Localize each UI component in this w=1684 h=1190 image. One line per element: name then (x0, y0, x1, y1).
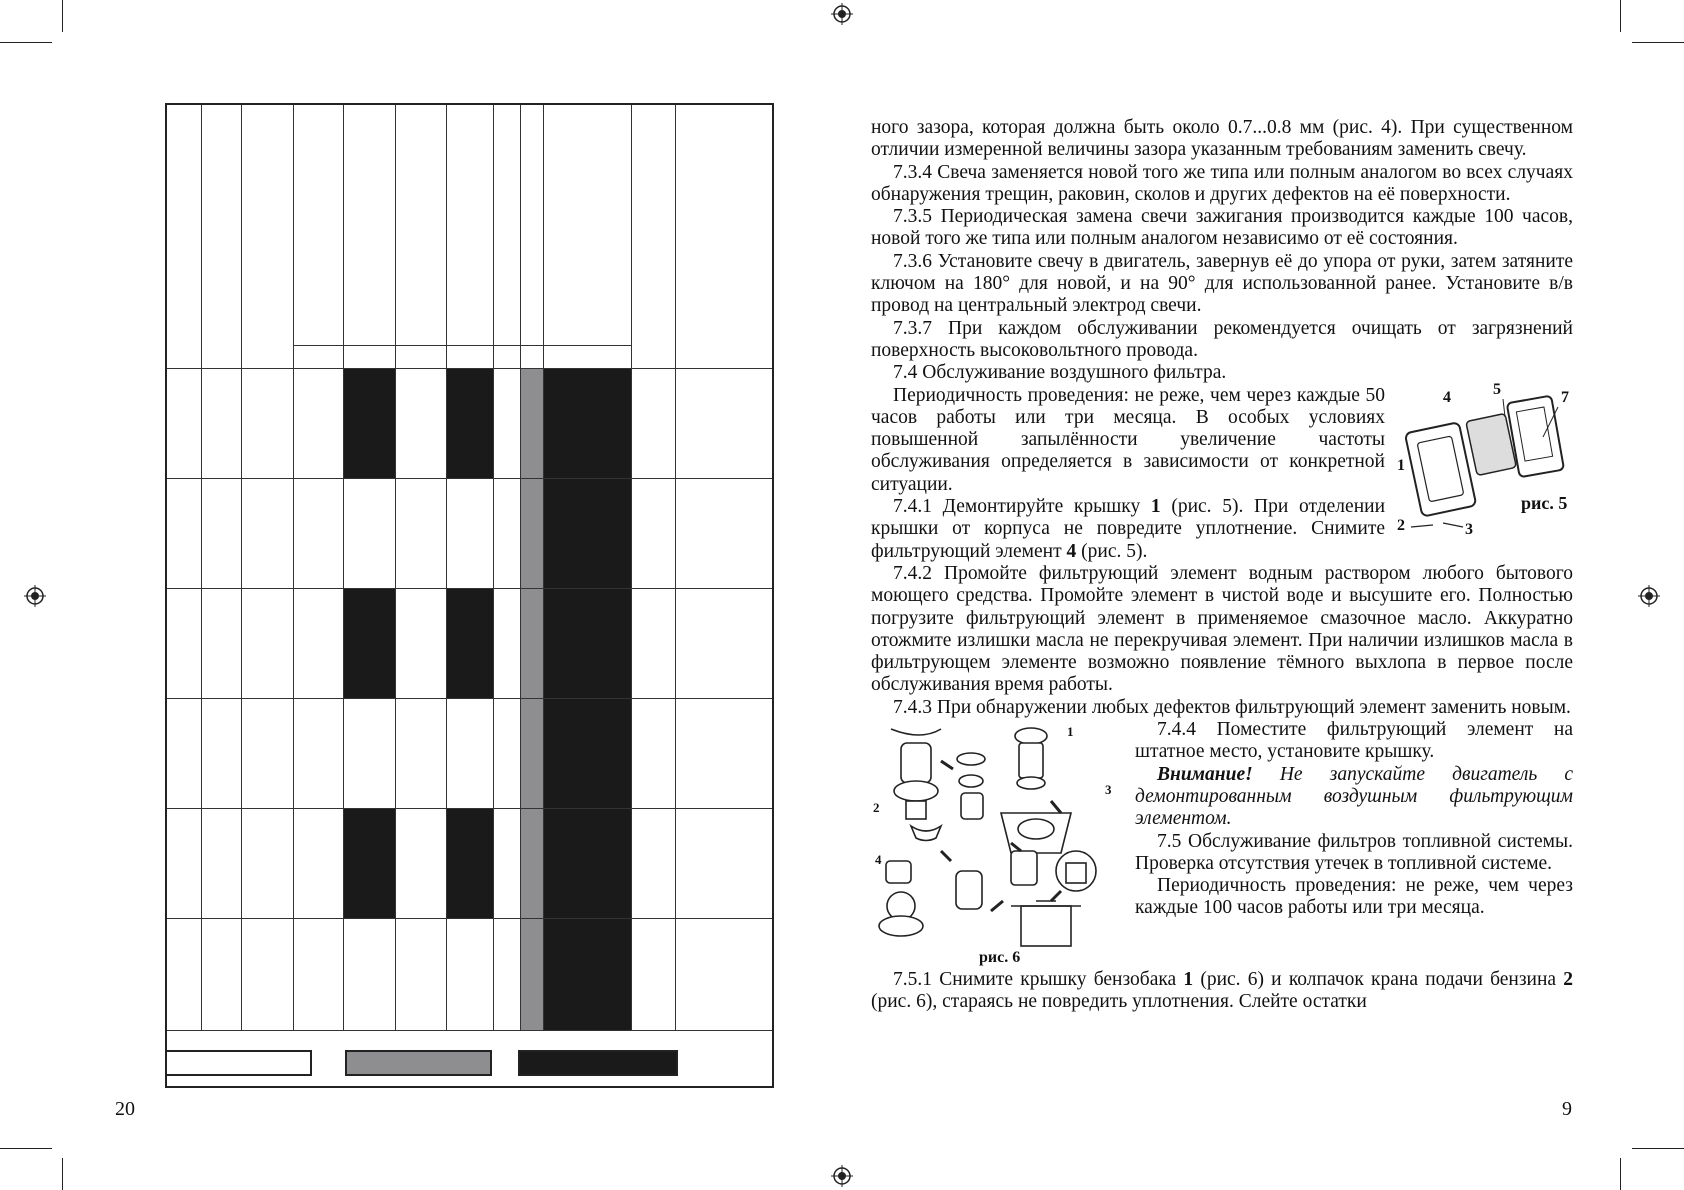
table-cell-black (543, 588, 631, 698)
table-grid-line (543, 105, 544, 1030)
crop-mark (1620, 1158, 1621, 1190)
table-cell-black (343, 588, 395, 698)
legend-swatch-white (165, 1050, 312, 1076)
table-cell-gray (520, 588, 543, 698)
figure-label: 5 (1493, 380, 1501, 398)
table-cell-gray (520, 808, 543, 918)
table-grid-line (167, 808, 772, 809)
table-grid-line (167, 368, 772, 369)
table-grid-line (395, 105, 396, 1030)
crop-mark (0, 42, 52, 43)
figure-label: 4 (875, 852, 882, 868)
paragraph: 7.4.2 Промойте фильтрующий элемент водным раствором любого бытового моющего средства. Промойте элемент в чистой воде и высушите его. Полностью погрузите фильтрующий элемент в применяемое смазочное масло. Аккуратно отожмите излишки масла не перекручивая элемент. При наличии излишков масла в фильтрующем элементе возможно появление тёмного выхлопа в первое после обслуживания время работы. (871, 562, 1573, 696)
table-grid-line (167, 918, 772, 919)
page-number-left: 20 (115, 1098, 135, 1120)
table-cell-black (446, 808, 493, 918)
registration-mark-icon (24, 585, 46, 607)
table-cell-gray (520, 368, 543, 478)
paragraph: 7.3.5 Периодическая замена свечи зажигания производится каждые 100 часов, новой того же типа или полным аналогом независимо от её состояния. (871, 206, 1573, 250)
table-cell-black (543, 808, 631, 918)
air-filter-illustration (1393, 387, 1573, 537)
crop-mark (62, 0, 63, 32)
registration-mark-icon (1638, 585, 1660, 607)
figure-label: 7 (1561, 388, 1569, 406)
table-grid-line (343, 105, 344, 1030)
crop-mark (1632, 1148, 1684, 1149)
table-cell-gray (520, 478, 543, 588)
table-cell-gray (520, 698, 543, 808)
table-grid-line (446, 105, 447, 1030)
table-grid-line (631, 105, 632, 1030)
table-grid-line (167, 698, 772, 699)
fuel-filter-illustration (871, 721, 1123, 949)
table-grid-line (167, 478, 772, 479)
registration-mark-icon (831, 3, 853, 25)
crop-mark (1620, 0, 1621, 32)
legend-swatch-black (518, 1050, 678, 1076)
paragraph: 7.5.1 Снимите крышку бензобака 1 (рис. 6) и колпачок крана подачи бензина 2 (рис. 6), стараясь не повредить уплотнения. Слейте остатки (871, 969, 1574, 1013)
figure-label: 1 (1397, 456, 1405, 474)
table-cell-black (446, 588, 493, 698)
figure-label: 2 (873, 800, 880, 816)
paragraph: 7.4.4 Поместите фильтрующий элемент на штатное место, установите крышку. (1135, 719, 1573, 763)
figure-caption: рис. 6 (979, 949, 1021, 967)
paragraph: Периодичность проведения: не реже, чем через каждые 50 часов работы или три месяца. В особых условиях повышенной запылённости увеличение частоты обслуживания определяется в зависимости от конкретной ситуации. (871, 384, 1385, 495)
maintenance-schedule-table (165, 103, 774, 1088)
crop-mark (0, 1148, 52, 1149)
table-cell-black (343, 808, 395, 918)
figure-label: 4 (1443, 388, 1451, 406)
table-cell-gray (520, 918, 543, 1030)
table-grid-line (167, 588, 772, 589)
warning-paragraph: Внимание! Не запускайте двигатель с демонтированным воздушным фильтрующим элементом. (1135, 763, 1573, 830)
paragraph: 7.5 Обслуживание фильтров топливной системы. Проверка отсутствия утечек в топливной системе. (1135, 830, 1573, 874)
paragraph: 7.4.1 Демонтируйте крышку 1 (рис. 5). При отделении крышки от корпуса не повредите уплотнение. Снимите фильтрующий элемент 4 (рис. 5). (871, 496, 1386, 562)
table-grid-line (167, 1030, 772, 1031)
figure-5 (1393, 380, 1573, 538)
table-cell-black (343, 368, 395, 478)
figure-6 (871, 721, 1123, 969)
table-cell-black (543, 698, 631, 808)
crop-mark (1632, 42, 1684, 43)
table-grid-line (675, 105, 676, 1030)
table-grid-line (493, 105, 494, 1030)
table-grid-line (520, 105, 521, 1030)
figure-label: 3 (1465, 520, 1473, 538)
figure-label: 3 (1105, 782, 1112, 798)
paragraph: 7.3.4 Свеча заменяется новой того же типа или полным аналогом во всех случаях обнаружения трещин, раковин, сколов и других дефектов на её поверхности. (871, 161, 1573, 205)
figure-label: 1 (1067, 724, 1074, 740)
table-grid-line (293, 105, 294, 1030)
table-cell-black (543, 918, 631, 1030)
paragraph: Периодичность проведения: не реже, чем через каждые 100 часов работы или три месяца. (1135, 875, 1573, 919)
figure-label: 2 (1397, 516, 1405, 534)
registration-mark-icon (831, 1165, 853, 1187)
table-grid-line (293, 345, 631, 346)
table-cell-black (446, 368, 493, 478)
table-grid-line (201, 105, 202, 1030)
table-cell-black (543, 478, 631, 588)
figure-caption: рис. 5 (1521, 492, 1568, 513)
page-number-right: 9 (1562, 1098, 1572, 1120)
paragraph: 7.3.6 Установите свечу в двигатель, завернув её до упора от руки, затем затяните ключом на 180° для новой, и на 90° для использованной ранее. Установите в/в провод на центральный электрод свечи. (871, 250, 1573, 317)
paragraph: ного зазора, которая должна быть около 0.7...0.8 мм (рис. 4). При существенном отличии измеренной величины зазора указанным требованиям заменить свечу. (871, 117, 1573, 161)
section-heading: 7.4 Обслуживание воздушного фильтра. (893, 362, 1227, 384)
text-column (871, 117, 1573, 1014)
crop-mark (62, 1158, 63, 1190)
table-grid-line (241, 105, 242, 1030)
warning-label: Внимание! (1157, 763, 1253, 785)
paragraph: 7.4.3 При обнаружении любых дефектов фильтрующий элемент заменить новым. (893, 696, 1571, 718)
legend-swatch-gray (345, 1050, 492, 1076)
table-cell-black (543, 368, 631, 478)
paragraph: 7.3.7 При каждом обслуживании рекомендуется очищать от загрязнений поверхность высоковольтного провода. (871, 317, 1573, 361)
